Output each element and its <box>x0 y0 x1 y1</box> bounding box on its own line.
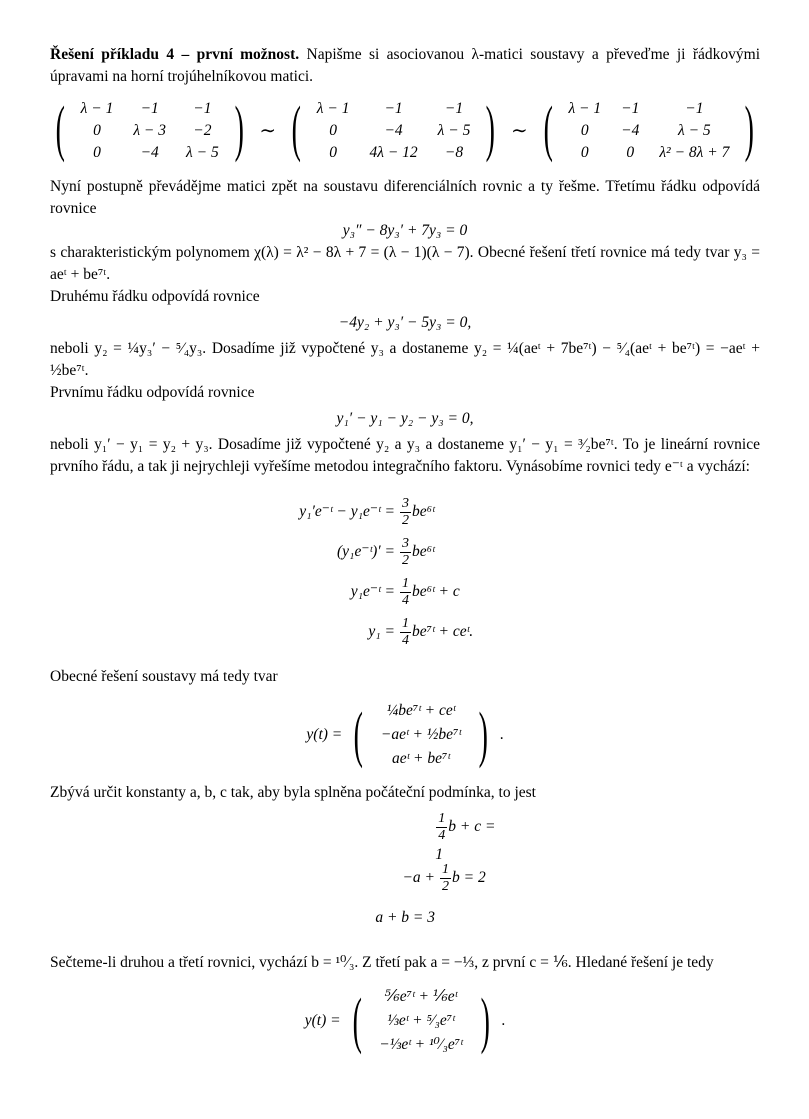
paragraph-8: Zbývá určit konstanty a, b, c tak, aby byla splněna počáteční podmínka, to jest <box>50 784 536 801</box>
equation-1: y₃″ − 8y₃′ + 7y₃ = 0 <box>342 222 468 239</box>
fraction: $\frac{1}{4}$ <box>402 575 409 608</box>
fraction: $\frac{3}{2}$ <box>402 495 409 528</box>
right-paren-2: ) <box>480 987 490 1055</box>
matrix-cell: 0 <box>626 144 635 161</box>
matrix-cell: λ − 1 <box>80 100 114 117</box>
matrix-cell: λ − 1 <box>568 100 602 117</box>
vector-entry: ⅓eᵗ + ⁵⁄₃e⁷ᵗ <box>387 1012 455 1029</box>
matrix-cell: 0 <box>93 122 101 139</box>
initial-conditions <box>305 810 505 938</box>
matrix-cell: λ − 3 <box>133 122 167 139</box>
vector-entry: −aeᵗ + ½be⁷ᵗ <box>380 726 462 743</box>
vector-entry: ¼be⁷ᵗ + ceᵗ <box>386 702 456 719</box>
matrix-cell: −1 <box>444 100 464 117</box>
paragraph-9: Sečteme-li druhou a třetí rovnici, vychází b = ¹⁰⁄₃. Z třetí pak a = −⅓, z první c = ⅙. Hledané řešení je tedy <box>50 954 714 971</box>
matrix-cell: 0 <box>329 144 338 161</box>
aligned-row <box>305 898 505 938</box>
right-paren: ) <box>486 95 496 163</box>
vector-label-2: y(t) = <box>304 1012 341 1029</box>
similar-sign: ∼ <box>259 120 277 142</box>
lhs: −a + <box>402 869 435 886</box>
paragraph-2: s charakteristickým polynomem χ(λ) = λ² − 8λ + 7 = (λ − 1)(λ − 7). Obecné řešení třetí rovnice má tedy tvar y₃ = aeᵗ + be⁷ᵗ. <box>50 244 760 283</box>
paragraph-7: Obecné řešení soustavy má tedy tvar <box>50 668 278 685</box>
rhs: $\frac{1}{4}$ be⁶ᵗ + c <box>402 575 460 608</box>
fraction: $\frac{3}{2}$ <box>402 535 409 568</box>
left-paren: ( <box>55 95 65 163</box>
rhs: $\frac{3}{2}$ be⁶ᵗ <box>402 495 435 528</box>
aligned-row <box>265 572 545 612</box>
matrix-cell: −1 <box>685 100 704 117</box>
matrix-cell: 0 <box>93 144 101 161</box>
aligned-row <box>305 858 505 898</box>
period: . <box>499 726 504 743</box>
aligned-row <box>265 532 545 572</box>
matrix <box>538 95 760 164</box>
paragraph-3: Druhému řádku odpovídá rovnice <box>50 288 260 305</box>
matrix-cell: −4 <box>384 122 403 139</box>
aligned-row <box>305 810 505 863</box>
equation-3: y₁′ − y₁ − y₂ − y₃ = 0, <box>336 410 474 427</box>
matrix-cell: 0 <box>329 122 338 139</box>
lhs: a + b = 3 <box>375 909 435 926</box>
vector-label: y(t) = <box>306 726 343 743</box>
document-page <box>50 44 760 1068</box>
lhs: (y₁e⁻ᵗ)′ = <box>337 543 395 560</box>
left-paren: ( <box>291 95 302 163</box>
fraction: $\frac{1}{4}$ <box>438 810 446 843</box>
matrix-cell: −1 <box>621 100 640 117</box>
integration-steps <box>265 492 545 652</box>
vector-entry: aeᵗ + be⁷ᵗ <box>391 750 451 767</box>
lhs: y₁′e⁻ᵗ − y₁e⁻ᵗ = <box>299 503 395 520</box>
right-paren: ) <box>478 701 489 769</box>
right-paren: ) <box>234 95 244 163</box>
matrix-cell: λ² − 8λ + 7 <box>659 144 730 161</box>
paragraph-1: Nyní postupně převádějme matici zpět na soustavu diferenciálních rovnic a ty řešme. Třetímu řádku odpovídá rovnice <box>50 178 760 217</box>
equation-2: −4y₂ + y₃′ − 5y₃ = 0, <box>338 314 472 331</box>
final-solution-vector <box>50 984 760 1058</box>
left-paren-2: ( <box>352 987 362 1055</box>
paragraph-5: Prvnímu řádku odpovídá rovnice <box>50 384 255 401</box>
rhs: $\frac{3}{2}$ be⁶ᵗ <box>402 535 435 568</box>
heading: Řešení příkladu 4 – první možnost. <box>50 46 300 63</box>
lhs: y₁ = <box>368 623 395 640</box>
general-solution-vector <box>50 698 760 772</box>
matrix-cell: λ − 5 <box>186 144 219 161</box>
matrix-chain <box>50 95 760 164</box>
rhs: $\frac{1}{4}$ be⁷ᵗ + ceᵗ. <box>402 615 474 648</box>
matrix-cell: −4 <box>140 144 159 161</box>
matrix-cell: −1 <box>193 100 212 117</box>
similar-sign: ∼ <box>511 120 528 142</box>
matrix-cell: 4λ − 12 <box>369 144 418 161</box>
rhs: $\frac{1}{4}$ b + c = 1 <box>435 810 496 863</box>
matrix-cell: λ − 5 <box>678 122 711 139</box>
vector-entry: −⅓eᵗ + ¹⁰⁄₃e⁷ᵗ <box>379 1036 463 1053</box>
matrix-cell: −1 <box>384 100 403 117</box>
vector-entry: ⅚e⁷ᵗ + ⅙eᵗ <box>384 988 458 1005</box>
intro-text: Napišme si asociovanou λ-matici soustavy a převeďme ji řádkovými úpravami na horní trojúhelníkovou matici. <box>50 46 761 85</box>
intro-paragraph <box>50 44 760 88</box>
matrix-cell: 0 <box>580 144 589 161</box>
aligned-row <box>265 492 545 532</box>
matrix-cell: −1 <box>140 100 159 117</box>
matrix <box>50 95 249 164</box>
fraction: $\frac{1}{2}$ <box>442 861 449 894</box>
period-2: . <box>501 1012 506 1029</box>
left-paren: ( <box>353 701 364 769</box>
matrix-cell: −2 <box>193 122 212 139</box>
right-paren: ) <box>745 95 755 163</box>
matrix <box>286 95 501 164</box>
matrix-cell: λ − 5 <box>437 122 471 139</box>
fraction: $\frac{1}{4}$ <box>402 615 409 648</box>
matrix-cell: −8 <box>444 144 464 161</box>
lhs: y₁e⁻ᵗ = <box>350 583 395 600</box>
matrix-cell: 0 <box>580 122 589 139</box>
aligned-row <box>265 612 545 652</box>
matrix-cell: −4 <box>621 122 640 139</box>
paragraph-4: neboli y₂ = ¼y₃′ − ⁵⁄₄y₃. Dosadíme již vypočtené y₃ a dostaneme y₂ = ¼(aeᵗ + 7be⁷ᵗ) − ⁵⁄₄(aeᵗ + be⁷ᵗ) = −aeᵗ + ½be⁷ᵗ. <box>50 340 760 379</box>
rhs: $\frac{1}{2}$ b = 2 <box>442 861 486 894</box>
left-paren: ( <box>543 95 553 163</box>
matrix-cell: λ − 1 <box>316 100 350 117</box>
paragraph-6: neboli y₁′ − y₁ = y₂ + y₃. Dosadíme již vypočtené y₂ a y₃ a dostaneme y₁′ − y₁ = ³⁄₂be⁷ᵗ. To je lineární rovnice prvního řádu, a tak ji nejrychleji vyřešíme metodou integračního faktoru. Vynásobíme rovnici tedy e⁻ᵗ a vychází: <box>50 436 760 475</box>
